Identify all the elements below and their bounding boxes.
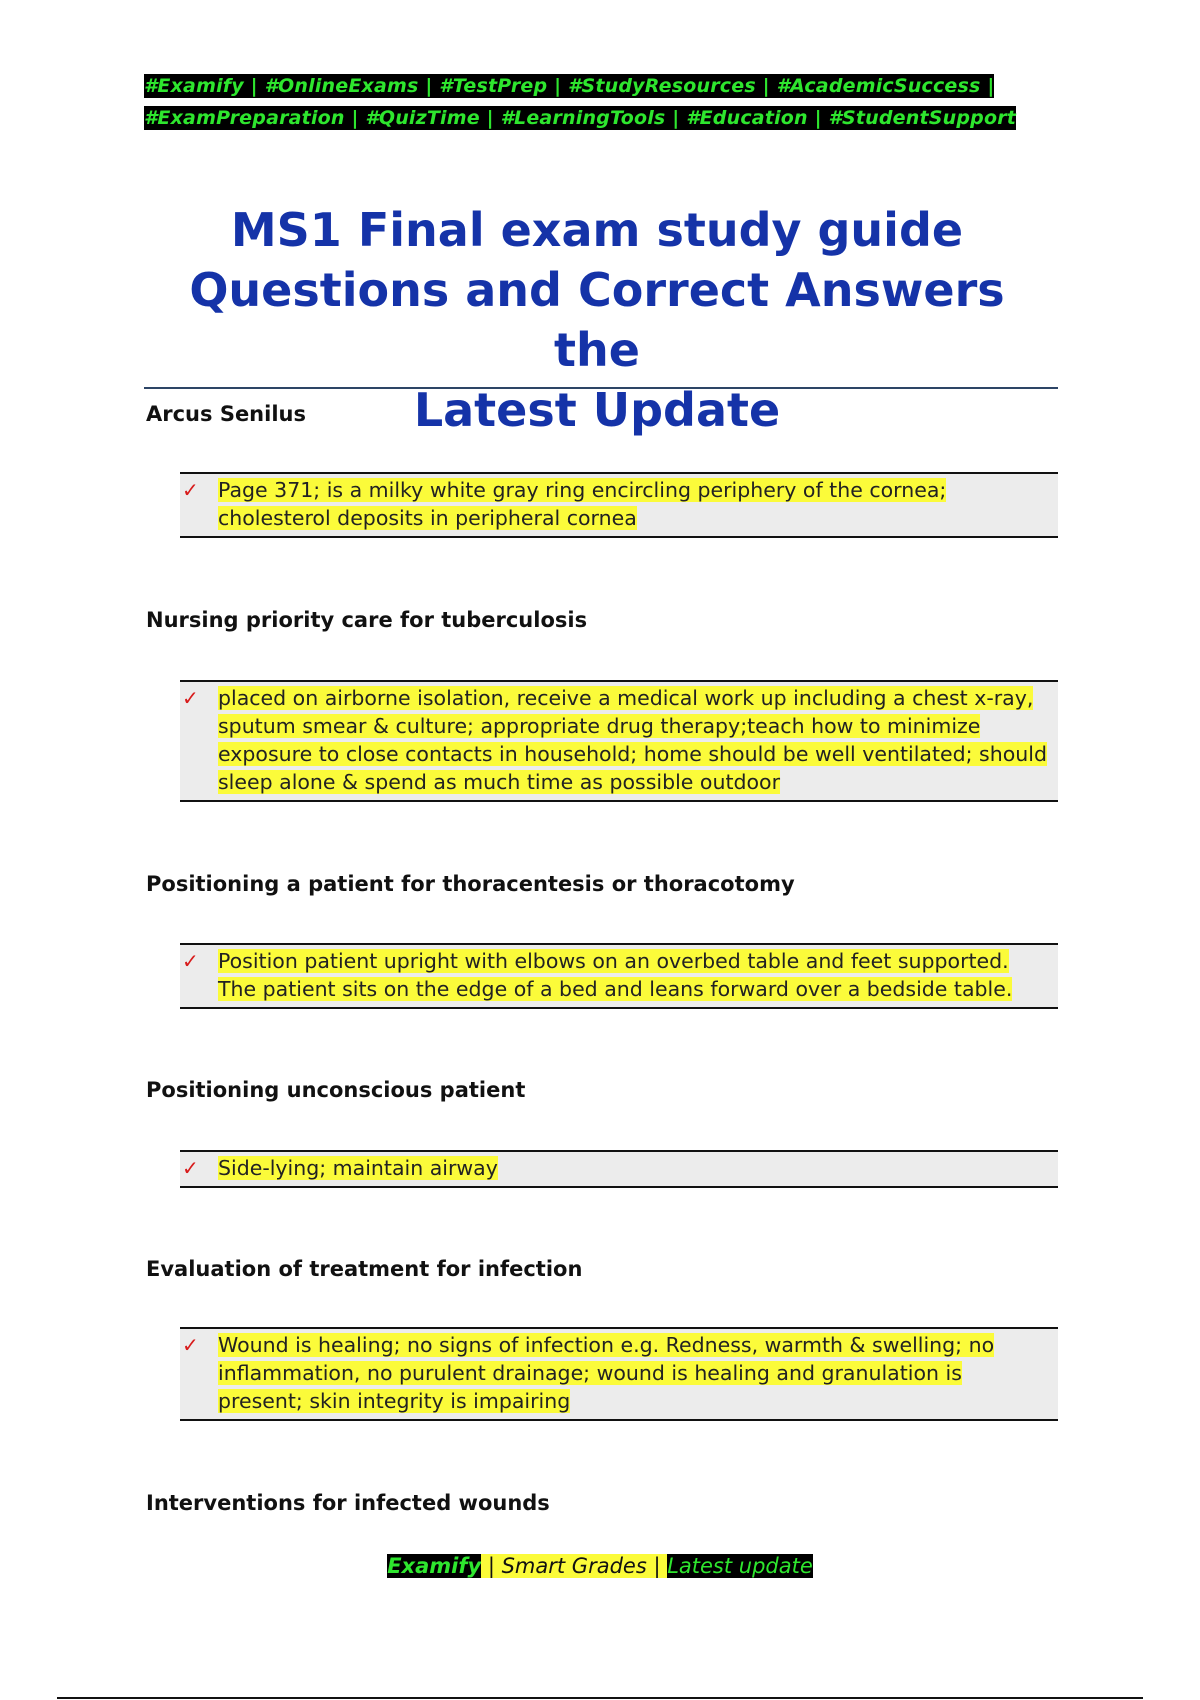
page-bottom-rule <box>57 1697 1143 1699</box>
title-line-1: MS1 Final exam study guide <box>230 203 964 257</box>
question-heading: Evaluation of treatment for infection <box>146 1257 583 1281</box>
hashtag-line-2: #ExamPreparation | #QuizTime | #LearningTools | #Education | #StudentSupport <box>144 107 1017 129</box>
hashtag-line-1: #Examify | #OnlineExams | #TestPrep | #StudyResources | #AcademicSuccess | <box>144 75 995 97</box>
title-line-3: Latest Update <box>413 383 781 437</box>
answer-text: Page 371; is a milky white gray ring encircling periphery of the cornea; cholesterol deposits in peripheral cornea <box>218 478 947 530</box>
title-line-2: Questions and Correct Answers the <box>189 263 1005 377</box>
answer-text: placed on airborne isolation, receive a medical work up including a chest x-ray, sputum smear & culture; appropriate drug therapy;teach how to minimize exposure to close contacts in household; home should be well ventilated; should sleep alone & spend as much time as possible outdoor <box>218 686 1047 794</box>
answer-text: Side-lying; maintain airway <box>218 1156 498 1180</box>
hashtag-banner <box>144 70 1050 134</box>
check-icon: ✓ <box>182 478 199 502</box>
page-footer <box>0 1552 1200 1580</box>
check-icon: ✓ <box>182 686 199 710</box>
question-heading: Arcus Senilus <box>146 402 306 426</box>
footer-smart-grades: | Smart Grades | <box>481 1554 668 1578</box>
question-heading: Interventions for infected wounds <box>146 1491 550 1515</box>
check-icon: ✓ <box>182 1333 199 1357</box>
title-divider <box>144 387 1058 389</box>
answer-text: Wound is healing; no signs of infection e.g. Redness, warmth & swelling; no inflammation, no purulent drainage; wound is healing and granulation is present; skin integrity is impairing <box>218 1333 995 1413</box>
answer-box <box>180 1150 1058 1188</box>
question-heading: Positioning unconscious patient <box>146 1078 526 1102</box>
check-icon: ✓ <box>182 949 199 973</box>
question-heading: Nursing priority care for tuberculosis <box>146 608 588 632</box>
footer-latest-update: Latest update <box>667 1554 813 1578</box>
answer-box <box>180 1327 1058 1421</box>
answer-box <box>180 472 1058 538</box>
answer-box <box>180 943 1058 1009</box>
answer-text: Position patient upright with elbows on an overbed table and feet supported. The patient sits on the edge of a bed and leans forward over a bedside table. <box>218 949 1013 1001</box>
check-icon: ✓ <box>182 1156 199 1180</box>
question-heading: Positioning a patient for thoracentesis or thoracotomy <box>146 872 795 896</box>
answer-box <box>180 680 1058 802</box>
footer-brand: Examify <box>387 1554 482 1578</box>
